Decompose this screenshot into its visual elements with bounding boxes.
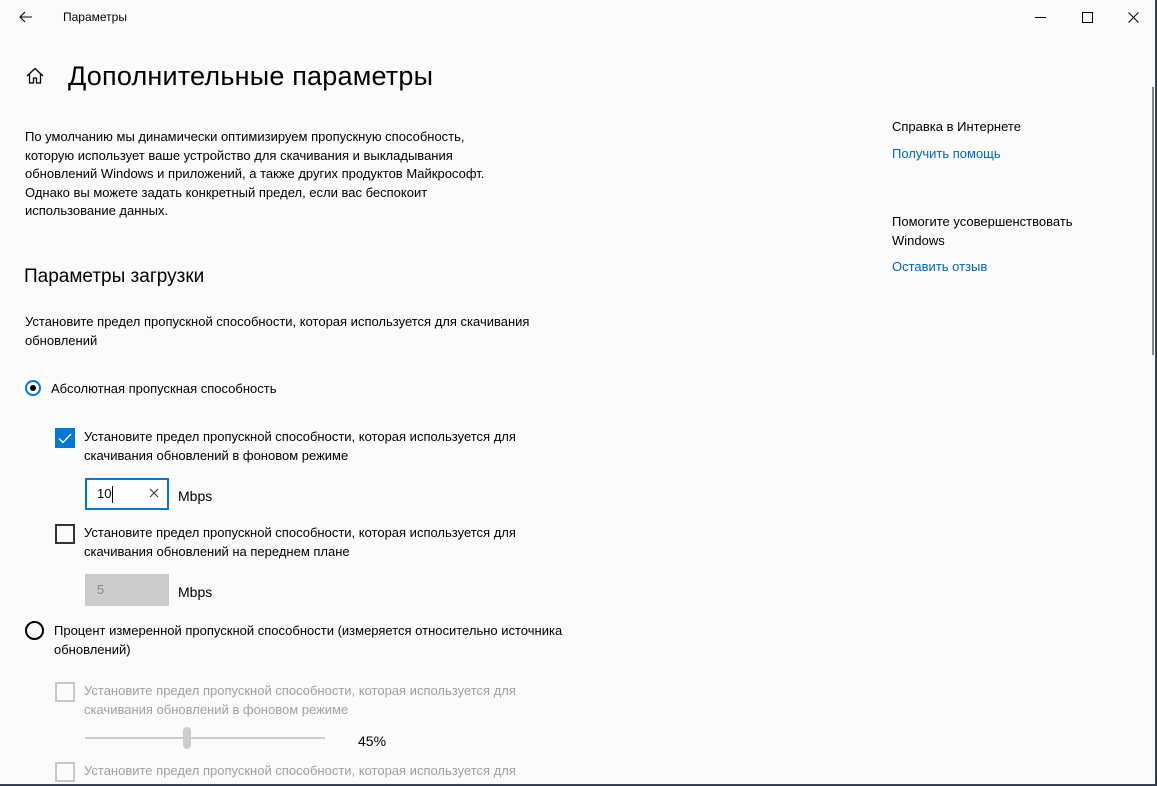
checkbox-percent-foreground — [55, 762, 564, 782]
page-description: По умолчанию мы динамически оптимизируем пропускную способность, которую использует ваше устройство для скачивания и выкладывания обновлений Windows и приложений, а также других продуктов Майкрософт. Однако вы можете задать конкретный предел, если вас беспокоит использование данных. — [25, 129, 485, 219]
radio-absolute-label: Абсолютная пропускная способность — [51, 381, 277, 396]
checkbox-percent-background-label: Установите предел пропускной способности, которая используется для скачивания обновлений в фоновом режиме — [84, 683, 516, 717]
maximize-icon — [1082, 12, 1093, 23]
title-bar — [0, 0, 1155, 34]
maximize-button[interactable] — [1064, 0, 1110, 34]
feedback-link[interactable]: Оставить отзыв — [892, 259, 988, 274]
text-caret — [112, 486, 113, 503]
checkbox-disabled — [55, 682, 75, 702]
radio-button-unchecked[interactable] — [25, 621, 44, 640]
minimize-icon — [1035, 12, 1046, 23]
download-section-title: Параметры загрузки — [24, 266, 205, 287]
clear-input-button[interactable] — [149, 486, 159, 501]
back-arrow-icon — [19, 11, 33, 23]
radio-button-checked[interactable] — [25, 380, 41, 396]
checkbox-disabled — [55, 762, 75, 782]
page-title: Дополнительные параметры — [68, 60, 434, 91]
app-title: Параметры — [63, 10, 127, 24]
minimize-button[interactable] — [1017, 0, 1063, 34]
checkbox-absolute-background[interactable] — [55, 428, 564, 465]
percent-background-slider — [85, 727, 325, 749]
home-icon — [25, 66, 45, 86]
page-header — [24, 56, 433, 96]
checkbox-checked[interactable] — [55, 428, 75, 448]
background-limit-input[interactable] — [85, 478, 169, 510]
download-section-description: Установите предел пропускной способности, которая используется для скачивания обновлений — [25, 314, 530, 348]
foreground-limit-input — [85, 574, 169, 606]
close-button[interactable] — [1110, 0, 1156, 34]
radio-percent-label: Процент измеренной пропускной способности (измеряется относительно источника обновлений) — [54, 623, 563, 657]
checkbox-percent-foreground-label: Установите предел пропускной способности, которая используется для — [84, 763, 516, 778]
radio-percent-bandwidth[interactable] — [25, 622, 574, 659]
slider-track — [85, 737, 325, 739]
background-limit-unit: Mbps — [178, 488, 213, 504]
scrollbar-thumb[interactable] — [1152, 87, 1154, 355]
back-button[interactable] — [10, 4, 42, 30]
checkbox-percent-background — [55, 682, 564, 719]
foreground-limit-unit: Mbps — [178, 584, 213, 600]
close-icon — [1128, 12, 1139, 23]
background-limit-value: 10 — [97, 486, 112, 501]
help-title: Справка в Интернете — [892, 119, 1021, 134]
clear-icon — [149, 488, 159, 498]
home-button[interactable] — [24, 65, 46, 87]
percent-background-value: 45% — [358, 733, 387, 749]
checkbox-absolute-background-label: Установите предел пропускной способности, которая используется для скачивания обновлений в фоновом режиме — [84, 429, 516, 463]
checkmark-icon — [58, 433, 72, 444]
slider-thumb — [183, 727, 191, 749]
checkbox-absolute-foreground-label: Установите предел пропускной способности, которая используется для скачивания обновлений на переднем плане — [84, 525, 516, 559]
get-help-link[interactable]: Получить помощь — [892, 146, 1001, 161]
improve-title: Помогите усовершенствовать Windows — [892, 214, 1073, 248]
checkbox-absolute-foreground[interactable] — [55, 524, 564, 561]
radio-absolute-bandwidth[interactable] — [25, 380, 571, 399]
foreground-limit-value: 5 — [97, 582, 105, 597]
checkbox-unchecked[interactable] — [55, 524, 75, 544]
